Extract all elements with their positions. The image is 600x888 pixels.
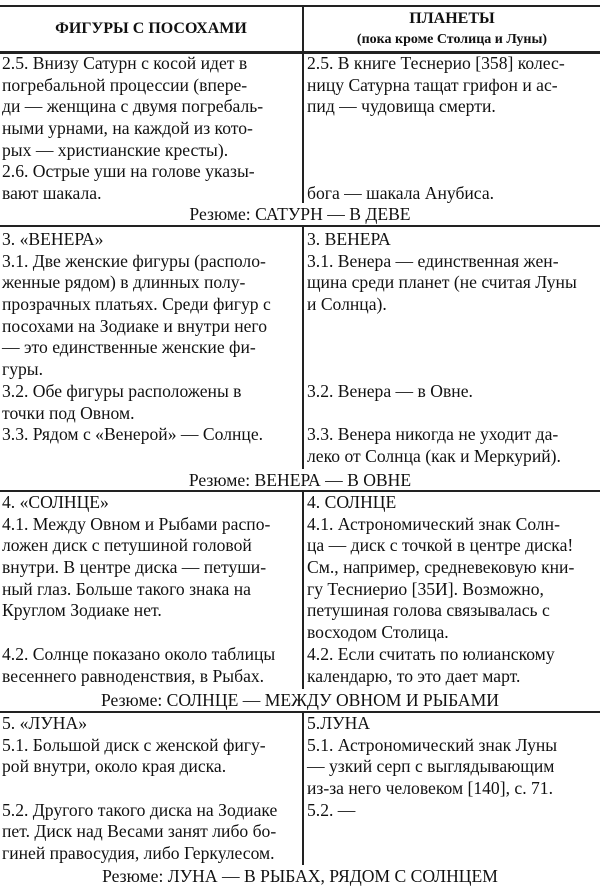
text-line: 4.2. Солнце показано около таблицы (2, 643, 276, 664)
text-line (2, 622, 300, 644)
text-line (307, 316, 599, 338)
figures-cell (2, 53, 300, 205)
header-figures (0, 7, 302, 51)
table-row (0, 229, 600, 469)
table-row (0, 492, 600, 689)
text-line: 3. «ВЕНЕРА» (2, 229, 104, 249)
text-line: рых — христианские кресты). (2, 139, 229, 160)
text-line (307, 403, 599, 425)
figures-cell (2, 713, 300, 865)
text-line: Круглом Зодиаке нет. (2, 600, 162, 621)
figures-cell (2, 492, 300, 687)
text-line: 5.1. Астрономический знак Луны (307, 734, 558, 755)
text-line: ложен диск с петушиной головой (2, 535, 252, 556)
text-line: 4. СОЛНЦЕ (307, 492, 397, 512)
column-divider (302, 490, 304, 689)
text-line: петушиная голова связывалась с (307, 600, 550, 621)
text-line: весеннего равноденствия, в Рыбах. (2, 665, 265, 686)
text-line: 4.1. Астрономический знак Солн- (307, 513, 560, 534)
text-line: гиней правосудия, либо Геркулесом. (2, 843, 275, 864)
text-line (307, 337, 599, 359)
text-line: гуры. (2, 359, 44, 380)
summary-row: Резюме: ВЕНЕРА — В ОВНЕ (188, 470, 412, 490)
planets-cell (307, 492, 599, 687)
text-line: 3.2. Венера — в Овне. (307, 380, 473, 401)
text-line (307, 359, 599, 381)
text-line: календарю, то это дает март. (307, 665, 521, 686)
text-line: внутри. В центре диска — петуши- (2, 557, 267, 578)
text-line: пид — чудовища смерти. (307, 96, 496, 117)
text-line: 5.1. Большой диск с женской фигу- (2, 734, 266, 755)
summary-row: Резюме: СОЛНЦЕ — МЕЖДУ ОВНОМ И РЫБАМИ (101, 690, 499, 710)
text-line: из-за него человеком [140], с. 71. (307, 778, 553, 799)
header-planets (304, 7, 600, 51)
text-line: 5.2. — (307, 799, 356, 820)
text-line (2, 778, 300, 800)
text-line: 3. ВЕНЕРА (307, 229, 391, 249)
text-line: женные рядом) в длинных полу- (2, 272, 246, 293)
summary-row: Резюме: САТУРН — В ДЕВЕ (189, 204, 411, 224)
column-divider (302, 7, 304, 51)
text-line: ницу Сатурна тащат грифон и ас- (307, 74, 558, 95)
text-line: 4. «СОЛНЦЕ» (2, 492, 109, 512)
figures-cell (2, 229, 300, 446)
header-right-title: ПЛАНЕТЫ (409, 10, 495, 27)
text-line: рой внутри, около края диска. (2, 756, 227, 777)
text-line: леко от Солнца (как и Меркурий). (307, 445, 561, 466)
text-line: 3.3. Венера никогда не уходит да- (307, 424, 559, 445)
text-line: пет. Диск над Весами занят либо бо- (2, 821, 277, 842)
text-line (307, 161, 599, 183)
text-line: — узкий серп с выглядывающим (307, 756, 555, 777)
text-line: 5.2. Другого такого диска на Зодиаке (2, 799, 278, 820)
column-divider (302, 711, 304, 865)
header-right-subtitle: (пока кроме Столица и Луны) (356, 32, 548, 47)
text-line: посохами на Зодиаке и внутри него (2, 315, 268, 336)
text-line: ди — женщина с двумя погребаль- (2, 96, 264, 117)
row-divider (0, 225, 600, 227)
text-line: прозрачных платьях. Среди фигур с (2, 294, 271, 315)
planets-cell (307, 229, 599, 468)
table-header (0, 5, 600, 54)
planets-cell (307, 713, 599, 821)
text-line: 2.5. В книге Теснерио [358] колес- (307, 53, 565, 73)
text-line: ный глаз. Больше такого знака на (2, 578, 251, 599)
text-line: См., например, средневековую кни- (307, 557, 575, 578)
text-line (307, 118, 599, 140)
text-line: 2.5. Внизу Сатурн с косой идет в (2, 53, 248, 73)
text-line (307, 140, 599, 162)
header-left-text: ФИГУРЫ С ПОСОХАМИ (55, 20, 247, 37)
text-line: 3.3. Рядом с «Венерой» — Солнце. (2, 424, 264, 445)
text-line: 5.ЛУНА (307, 713, 370, 733)
text-line: ными урнами, на каждой из кото- (2, 118, 253, 139)
text-line: вают шакала. (2, 183, 102, 204)
text-line: 5. «ЛУНА» (2, 713, 87, 733)
text-line: 4.1. Между Овном и Рыбами распо- (2, 513, 271, 534)
text-line: 3.1. Две женские фигуры (располо- (2, 250, 266, 271)
table-row (0, 713, 600, 865)
table-row (0, 53, 600, 203)
text-line: и Солнца). (307, 294, 387, 315)
column-divider (302, 51, 304, 203)
text-line: восходом Столица. (307, 622, 449, 643)
text-line: бога — шакала Анубиса. (307, 183, 495, 204)
column-divider (302, 227, 304, 469)
text-line: точки под Овном. (2, 402, 135, 423)
text-line: щина среди планет (не считая Луны (307, 272, 577, 293)
text-line: гу Тесниерио [35И]. Возможно, (307, 578, 544, 599)
text-line: 2.6. Острые уши на голове указы- (2, 161, 255, 182)
text-line: 3.2. Обе фигуры расположены в (2, 380, 242, 401)
text-line: ца — диск с точкой в центре диска! (307, 535, 574, 556)
summary-row: Резюме: ЛУНА — В РЫБАХ, РЯДОМ С СОЛНЦЕМ (102, 866, 498, 886)
text-line: — это единственные женские фи- (2, 337, 256, 358)
text-line: 4.2. Если считать по юлианскому (307, 643, 555, 664)
text-line: погребальной процессии (впере- (2, 74, 248, 95)
planets-cell (307, 53, 599, 205)
text-line: 3.1. Венера — единственная жен- (307, 250, 559, 271)
